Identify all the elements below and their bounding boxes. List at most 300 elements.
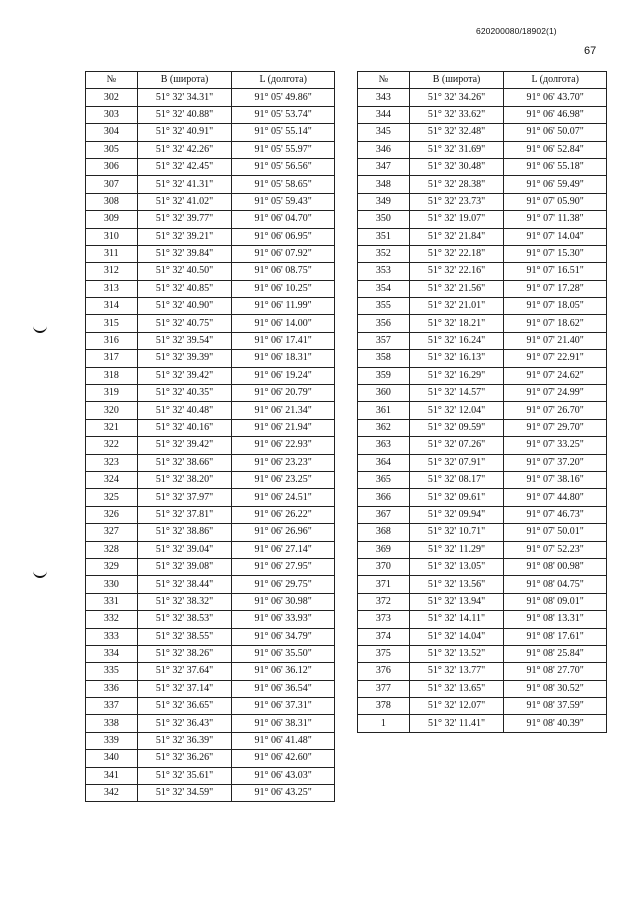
point-number-cell: 1 (358, 715, 410, 732)
table-row (358, 263, 607, 280)
latitude-cell: 51° 32' 40.90" (137, 298, 232, 315)
table-row (358, 176, 607, 193)
longitude-cell: 91° 07' 05.90" (504, 193, 607, 210)
longitude-cell: 91° 06' 43.03" (232, 767, 335, 784)
latitude-cell: 51° 32' 38.86" (137, 524, 232, 541)
latitude-cell: 51° 32' 42.26" (137, 141, 232, 158)
point-number-cell: 315 (86, 315, 138, 332)
point-number-cell: 302 (86, 89, 138, 106)
latitude-cell: 51° 32' 21.56" (409, 280, 504, 297)
point-number-cell: 344 (358, 106, 410, 123)
table-row (358, 524, 607, 541)
latitude-cell: 51° 32' 13.52" (409, 645, 504, 662)
table-row (358, 437, 607, 454)
longitude-cell: 91° 06' 27.95" (232, 558, 335, 575)
longitude-cell: 91° 06' 52.84" (504, 141, 607, 158)
point-number-cell: 319 (86, 385, 138, 402)
page-number: 67 (584, 45, 597, 57)
table-row (358, 280, 607, 297)
table-row (358, 89, 607, 106)
latitude-cell: 51° 32' 12.07" (409, 698, 504, 715)
latitude-cell: 51° 32' 10.71" (409, 524, 504, 541)
point-number-cell: 356 (358, 315, 410, 332)
latitude-cell: 51° 32' 22.16" (409, 263, 504, 280)
table-row (358, 593, 607, 610)
latitude-cell: 51° 32' 14.57" (409, 385, 504, 402)
table-row (86, 489, 335, 506)
table-row (86, 524, 335, 541)
longitude-cell: 91° 06' 46.98" (504, 106, 607, 123)
latitude-cell: 51° 32' 37.97" (137, 489, 232, 506)
point-number-cell: 339 (86, 732, 138, 749)
point-number-cell: 361 (358, 402, 410, 419)
point-number-cell: 310 (86, 228, 138, 245)
longitude-cell: 91° 06' 41.48" (232, 732, 335, 749)
latitude-cell: 51° 32' 13.65" (409, 680, 504, 697)
latitude-cell: 51° 32' 13.05" (409, 558, 504, 575)
latitude-cell: 51° 32' 38.55" (137, 628, 232, 645)
table-row (86, 471, 335, 488)
point-number-cell: 320 (86, 402, 138, 419)
table-row (86, 298, 335, 315)
table-row (86, 228, 335, 245)
latitude-cell: 51° 32' 39.77" (137, 211, 232, 228)
table-row (86, 158, 335, 175)
latitude-cell: 51° 32' 41.31" (137, 176, 232, 193)
latitude-cell: 51° 32' 11.41" (409, 715, 504, 732)
longitude-cell: 91° 06' 19.24" (232, 367, 335, 384)
point-number-cell: 306 (86, 158, 138, 175)
longitude-cell: 91° 07' 22.91" (504, 350, 607, 367)
longitude-cell: 91° 07' 24.99" (504, 385, 607, 402)
point-number-cell: 357 (358, 332, 410, 349)
longitude-cell: 91° 06' 36.54" (232, 680, 335, 697)
longitude-cell: 91° 06' 42.60" (232, 750, 335, 767)
latitude-cell: 51° 32' 39.42" (137, 367, 232, 384)
point-number-cell: 367 (358, 506, 410, 523)
longitude-cell: 91° 08' 27.70" (504, 663, 607, 680)
latitude-cell: 51° 32' 22.18" (409, 245, 504, 262)
latitude-cell: 51° 32' 32.48" (409, 124, 504, 141)
table-row (86, 628, 335, 645)
table-row (86, 141, 335, 158)
longitude-cell: 91° 07' 33.25" (504, 437, 607, 454)
table-header-row (358, 72, 607, 89)
point-number-cell: 359 (358, 367, 410, 384)
point-number-cell: 309 (86, 211, 138, 228)
point-number-cell: 312 (86, 263, 138, 280)
table-row (358, 228, 607, 245)
point-number-cell: 371 (358, 576, 410, 593)
latitude-cell: 51° 32' 13.56" (409, 576, 504, 593)
longitude-cell: 91° 06' 18.31" (232, 350, 335, 367)
point-number-cell: 308 (86, 193, 138, 210)
longitude-cell: 91° 06' 43.70" (504, 89, 607, 106)
point-number-cell: 336 (86, 680, 138, 697)
longitude-cell: 91° 08' 30.52" (504, 680, 607, 697)
longitude-cell: 91° 08' 09.01" (504, 593, 607, 610)
table-row (86, 454, 335, 471)
header-longitude: L (долгота) (232, 72, 335, 89)
point-number-cell: 377 (358, 680, 410, 697)
point-number-cell: 329 (86, 558, 138, 575)
longitude-cell: 91° 05' 59.43" (232, 193, 335, 210)
table-row (358, 402, 607, 419)
latitude-cell: 51° 32' 40.48" (137, 402, 232, 419)
latitude-cell: 51° 32' 36.39" (137, 732, 232, 749)
table-row (86, 750, 335, 767)
latitude-cell: 51° 32' 38.26" (137, 645, 232, 662)
latitude-cell: 51° 32' 16.13" (409, 350, 504, 367)
point-number-cell: 347 (358, 158, 410, 175)
point-number-cell: 363 (358, 437, 410, 454)
longitude-cell: 91° 07' 21.40" (504, 332, 607, 349)
table-row (358, 124, 607, 141)
table-row (86, 350, 335, 367)
latitude-cell: 51° 32' 31.69" (409, 141, 504, 158)
longitude-cell: 91° 06' 29.75" (232, 576, 335, 593)
point-number-cell: 327 (86, 524, 138, 541)
table-row (358, 454, 607, 471)
longitude-cell: 91° 07' 52.23" (504, 541, 607, 558)
point-number-cell: 368 (358, 524, 410, 541)
point-number-cell: 358 (358, 350, 410, 367)
document-id: 620200080/18902(1) (476, 26, 557, 36)
latitude-cell: 51° 32' 39.08" (137, 558, 232, 575)
table-row (86, 332, 335, 349)
table-row (86, 193, 335, 210)
table-row (358, 576, 607, 593)
longitude-cell: 91° 07' 16.51" (504, 263, 607, 280)
longitude-cell: 91° 06' 08.75" (232, 263, 335, 280)
latitude-cell: 51° 32' 18.21" (409, 315, 504, 332)
table-row (358, 558, 607, 575)
point-number-cell: 372 (358, 593, 410, 610)
table-row (86, 385, 335, 402)
table-row (358, 541, 607, 558)
table-row (86, 367, 335, 384)
latitude-cell: 51° 32' 11.29" (409, 541, 504, 558)
table-row (358, 141, 607, 158)
longitude-cell: 91° 05' 55.14" (232, 124, 335, 141)
longitude-cell: 91° 05' 49.86" (232, 89, 335, 106)
point-number-cell: 304 (86, 124, 138, 141)
latitude-cell: 51° 32' 39.54" (137, 332, 232, 349)
point-number-cell: 314 (86, 298, 138, 315)
table-row (86, 437, 335, 454)
longitude-cell: 91° 06' 34.79" (232, 628, 335, 645)
latitude-cell: 51° 32' 33.62" (409, 106, 504, 123)
latitude-cell: 51° 32' 28.38" (409, 176, 504, 193)
longitude-cell: 91° 06' 21.34" (232, 402, 335, 419)
point-number-cell: 351 (358, 228, 410, 245)
table-row (86, 315, 335, 332)
latitude-cell: 51° 32' 37.14" (137, 680, 232, 697)
point-number-cell: 333 (86, 628, 138, 645)
longitude-cell: 91° 06' 26.96" (232, 524, 335, 541)
punch-hole-mark (33, 568, 47, 578)
latitude-cell: 51° 32' 38.32" (137, 593, 232, 610)
table-row (358, 350, 607, 367)
table-row (86, 715, 335, 732)
point-number-cell: 353 (358, 263, 410, 280)
point-number-cell: 364 (358, 454, 410, 471)
table-row (86, 611, 335, 628)
point-number-cell: 345 (358, 124, 410, 141)
header-number: № (358, 72, 410, 89)
longitude-cell: 91° 06' 10.25" (232, 280, 335, 297)
longitude-cell: 91° 07' 44.80" (504, 489, 607, 506)
point-number-cell: 311 (86, 245, 138, 262)
table-row (358, 367, 607, 384)
longitude-cell: 91° 05' 55.97" (232, 141, 335, 158)
longitude-cell: 91° 08' 04.75" (504, 576, 607, 593)
longitude-cell: 91° 07' 38.16" (504, 471, 607, 488)
point-number-cell: 328 (86, 541, 138, 558)
longitude-cell: 91° 07' 26.70" (504, 402, 607, 419)
latitude-cell: 51° 32' 37.81" (137, 506, 232, 523)
table-row (358, 106, 607, 123)
table-row (86, 124, 335, 141)
point-number-cell: 303 (86, 106, 138, 123)
point-number-cell: 326 (86, 506, 138, 523)
table-row (86, 263, 335, 280)
point-number-cell: 346 (358, 141, 410, 158)
longitude-cell: 91° 08' 25.84" (504, 645, 607, 662)
latitude-cell: 51° 32' 16.24" (409, 332, 504, 349)
point-number-cell: 360 (358, 385, 410, 402)
table-row (86, 106, 335, 123)
header-number: № (86, 72, 138, 89)
latitude-cell: 51° 32' 21.01" (409, 298, 504, 315)
point-number-cell: 331 (86, 593, 138, 610)
latitude-cell: 51° 32' 09.94" (409, 506, 504, 523)
point-number-cell: 332 (86, 611, 138, 628)
table-row (86, 419, 335, 436)
table-row (358, 245, 607, 262)
point-number-cell: 340 (86, 750, 138, 767)
latitude-cell: 51° 32' 40.85" (137, 280, 232, 297)
point-number-cell: 343 (358, 89, 410, 106)
longitude-cell: 91° 06' 36.12" (232, 663, 335, 680)
table-row (86, 211, 335, 228)
point-number-cell: 322 (86, 437, 138, 454)
latitude-cell: 51° 32' 40.91" (137, 124, 232, 141)
point-number-cell: 307 (86, 176, 138, 193)
point-number-cell: 350 (358, 211, 410, 228)
latitude-cell: 51° 32' 39.39" (137, 350, 232, 367)
longitude-cell: 91° 06' 38.31" (232, 715, 335, 732)
coordinates-table-right (357, 71, 607, 733)
latitude-cell: 51° 32' 38.44" (137, 576, 232, 593)
point-number-cell: 321 (86, 419, 138, 436)
longitude-cell: 91° 06' 06.95" (232, 228, 335, 245)
longitude-cell: 91° 05' 56.56" (232, 158, 335, 175)
longitude-cell: 91° 07' 18.62" (504, 315, 607, 332)
table-row (86, 402, 335, 419)
longitude-cell: 91° 07' 46.73" (504, 506, 607, 523)
longitude-cell: 91° 06' 27.14" (232, 541, 335, 558)
point-number-cell: 325 (86, 489, 138, 506)
latitude-cell: 51° 32' 36.26" (137, 750, 232, 767)
latitude-cell: 51° 32' 21.84" (409, 228, 504, 245)
latitude-cell: 51° 32' 41.02" (137, 193, 232, 210)
latitude-cell: 51° 32' 19.07" (409, 211, 504, 228)
table-row (358, 680, 607, 697)
point-number-cell: 354 (358, 280, 410, 297)
latitude-cell: 51° 32' 36.65" (137, 698, 232, 715)
point-number-cell: 305 (86, 141, 138, 158)
latitude-cell: 51° 32' 08.17" (409, 471, 504, 488)
punch-hole-mark (33, 323, 47, 333)
longitude-cell: 91° 06' 04.70" (232, 211, 335, 228)
table-row (86, 645, 335, 662)
latitude-cell: 51° 32' 42.45" (137, 158, 232, 175)
point-number-cell: 369 (358, 541, 410, 558)
point-number-cell: 337 (86, 698, 138, 715)
table-row (86, 176, 335, 193)
longitude-cell: 91° 07' 11.38" (504, 211, 607, 228)
table-row (358, 419, 607, 436)
latitude-cell: 51° 32' 39.42" (137, 437, 232, 454)
longitude-cell: 91° 08' 17.61" (504, 628, 607, 645)
latitude-cell: 51° 32' 07.91" (409, 454, 504, 471)
table-row (358, 489, 607, 506)
longitude-cell: 91° 06' 55.18" (504, 158, 607, 175)
table-row (86, 576, 335, 593)
table-row (358, 645, 607, 662)
longitude-cell: 91° 06' 23.25" (232, 471, 335, 488)
latitude-cell: 51° 32' 38.20" (137, 471, 232, 488)
table-row (86, 593, 335, 610)
point-number-cell: 374 (358, 628, 410, 645)
longitude-cell: 91° 07' 37.20" (504, 454, 607, 471)
table-row (358, 211, 607, 228)
table-row (358, 315, 607, 332)
longitude-cell: 91° 08' 37.59" (504, 698, 607, 715)
latitude-cell: 51° 32' 34.26" (409, 89, 504, 106)
longitude-cell: 91° 06' 59.49" (504, 176, 607, 193)
longitude-cell: 91° 06' 50.07" (504, 124, 607, 141)
point-number-cell: 330 (86, 576, 138, 593)
longitude-cell: 91° 07' 17.28" (504, 280, 607, 297)
table-row (358, 158, 607, 175)
longitude-cell: 91° 05' 53.74" (232, 106, 335, 123)
latitude-cell: 51° 32' 40.50" (137, 263, 232, 280)
point-number-cell: 324 (86, 471, 138, 488)
longitude-cell: 91° 06' 22.93" (232, 437, 335, 454)
latitude-cell: 51° 32' 35.61" (137, 767, 232, 784)
point-number-cell: 349 (358, 193, 410, 210)
longitude-cell: 91° 06' 26.22" (232, 506, 335, 523)
point-number-cell: 376 (358, 663, 410, 680)
table-row (358, 471, 607, 488)
latitude-cell: 51° 32' 12.04" (409, 402, 504, 419)
longitude-cell: 91° 06' 24.51" (232, 489, 335, 506)
longitude-cell: 91° 06' 23.23" (232, 454, 335, 471)
latitude-cell: 51° 32' 14.11" (409, 611, 504, 628)
latitude-cell: 51° 32' 40.88" (137, 106, 232, 123)
latitude-cell: 51° 32' 40.35" (137, 385, 232, 402)
point-number-cell: 370 (358, 558, 410, 575)
table-row (86, 767, 335, 784)
longitude-cell: 91° 08' 40.39" (504, 715, 607, 732)
point-number-cell: 335 (86, 663, 138, 680)
table-row (358, 715, 607, 732)
point-number-cell: 348 (358, 176, 410, 193)
longitude-cell: 91° 07' 50.01" (504, 524, 607, 541)
latitude-cell: 51° 32' 38.53" (137, 611, 232, 628)
longitude-cell: 91° 08' 13.31" (504, 611, 607, 628)
longitude-cell: 91° 06' 43.25" (232, 785, 335, 802)
longitude-cell: 91° 06' 35.50" (232, 645, 335, 662)
longitude-cell: 91° 08' 00.98" (504, 558, 607, 575)
point-number-cell: 338 (86, 715, 138, 732)
latitude-cell: 51° 32' 39.21" (137, 228, 232, 245)
table-row (86, 506, 335, 523)
latitude-cell: 51° 32' 38.66" (137, 454, 232, 471)
table-row (358, 628, 607, 645)
table-row (358, 385, 607, 402)
table-header-row (86, 72, 335, 89)
longitude-cell: 91° 07' 15.30" (504, 245, 607, 262)
latitude-cell: 51° 32' 34.59" (137, 785, 232, 802)
point-number-cell: 365 (358, 471, 410, 488)
header-latitude: B (широта) (137, 72, 232, 89)
table-row (358, 332, 607, 349)
longitude-cell: 91° 06' 17.41" (232, 332, 335, 349)
table-row (358, 506, 607, 523)
longitude-cell: 91° 06' 11.99" (232, 298, 335, 315)
point-number-cell: 341 (86, 767, 138, 784)
point-number-cell: 317 (86, 350, 138, 367)
latitude-cell: 51° 32' 13.94" (409, 593, 504, 610)
table-row (358, 298, 607, 315)
latitude-cell: 51° 32' 36.43" (137, 715, 232, 732)
longitude-cell: 91° 06' 33.93" (232, 611, 335, 628)
coordinates-table-left (85, 71, 335, 802)
latitude-cell: 51° 32' 39.04" (137, 541, 232, 558)
table-row (358, 698, 607, 715)
table-row (86, 89, 335, 106)
table-row (86, 663, 335, 680)
longitude-cell: 91° 06' 21.94" (232, 419, 335, 436)
latitude-cell: 51° 32' 07.26" (409, 437, 504, 454)
latitude-cell: 51° 32' 16.29" (409, 367, 504, 384)
point-number-cell: 362 (358, 419, 410, 436)
table-row (86, 680, 335, 697)
point-number-cell: 355 (358, 298, 410, 315)
longitude-cell: 91° 06' 14.00" (232, 315, 335, 332)
longitude-cell: 91° 07' 24.62" (504, 367, 607, 384)
table-row (358, 663, 607, 680)
point-number-cell: 373 (358, 611, 410, 628)
point-number-cell: 375 (358, 645, 410, 662)
longitude-cell: 91° 06' 07.92" (232, 245, 335, 262)
table-row (86, 698, 335, 715)
point-number-cell: 316 (86, 332, 138, 349)
header-latitude: B (широта) (409, 72, 504, 89)
latitude-cell: 51° 32' 40.16" (137, 419, 232, 436)
table-row (358, 193, 607, 210)
point-number-cell: 378 (358, 698, 410, 715)
point-number-cell: 366 (358, 489, 410, 506)
table-row (86, 785, 335, 802)
latitude-cell: 51° 32' 09.59" (409, 419, 504, 436)
latitude-cell: 51° 32' 14.04" (409, 628, 504, 645)
header-longitude: L (долгота) (504, 72, 607, 89)
point-number-cell: 342 (86, 785, 138, 802)
